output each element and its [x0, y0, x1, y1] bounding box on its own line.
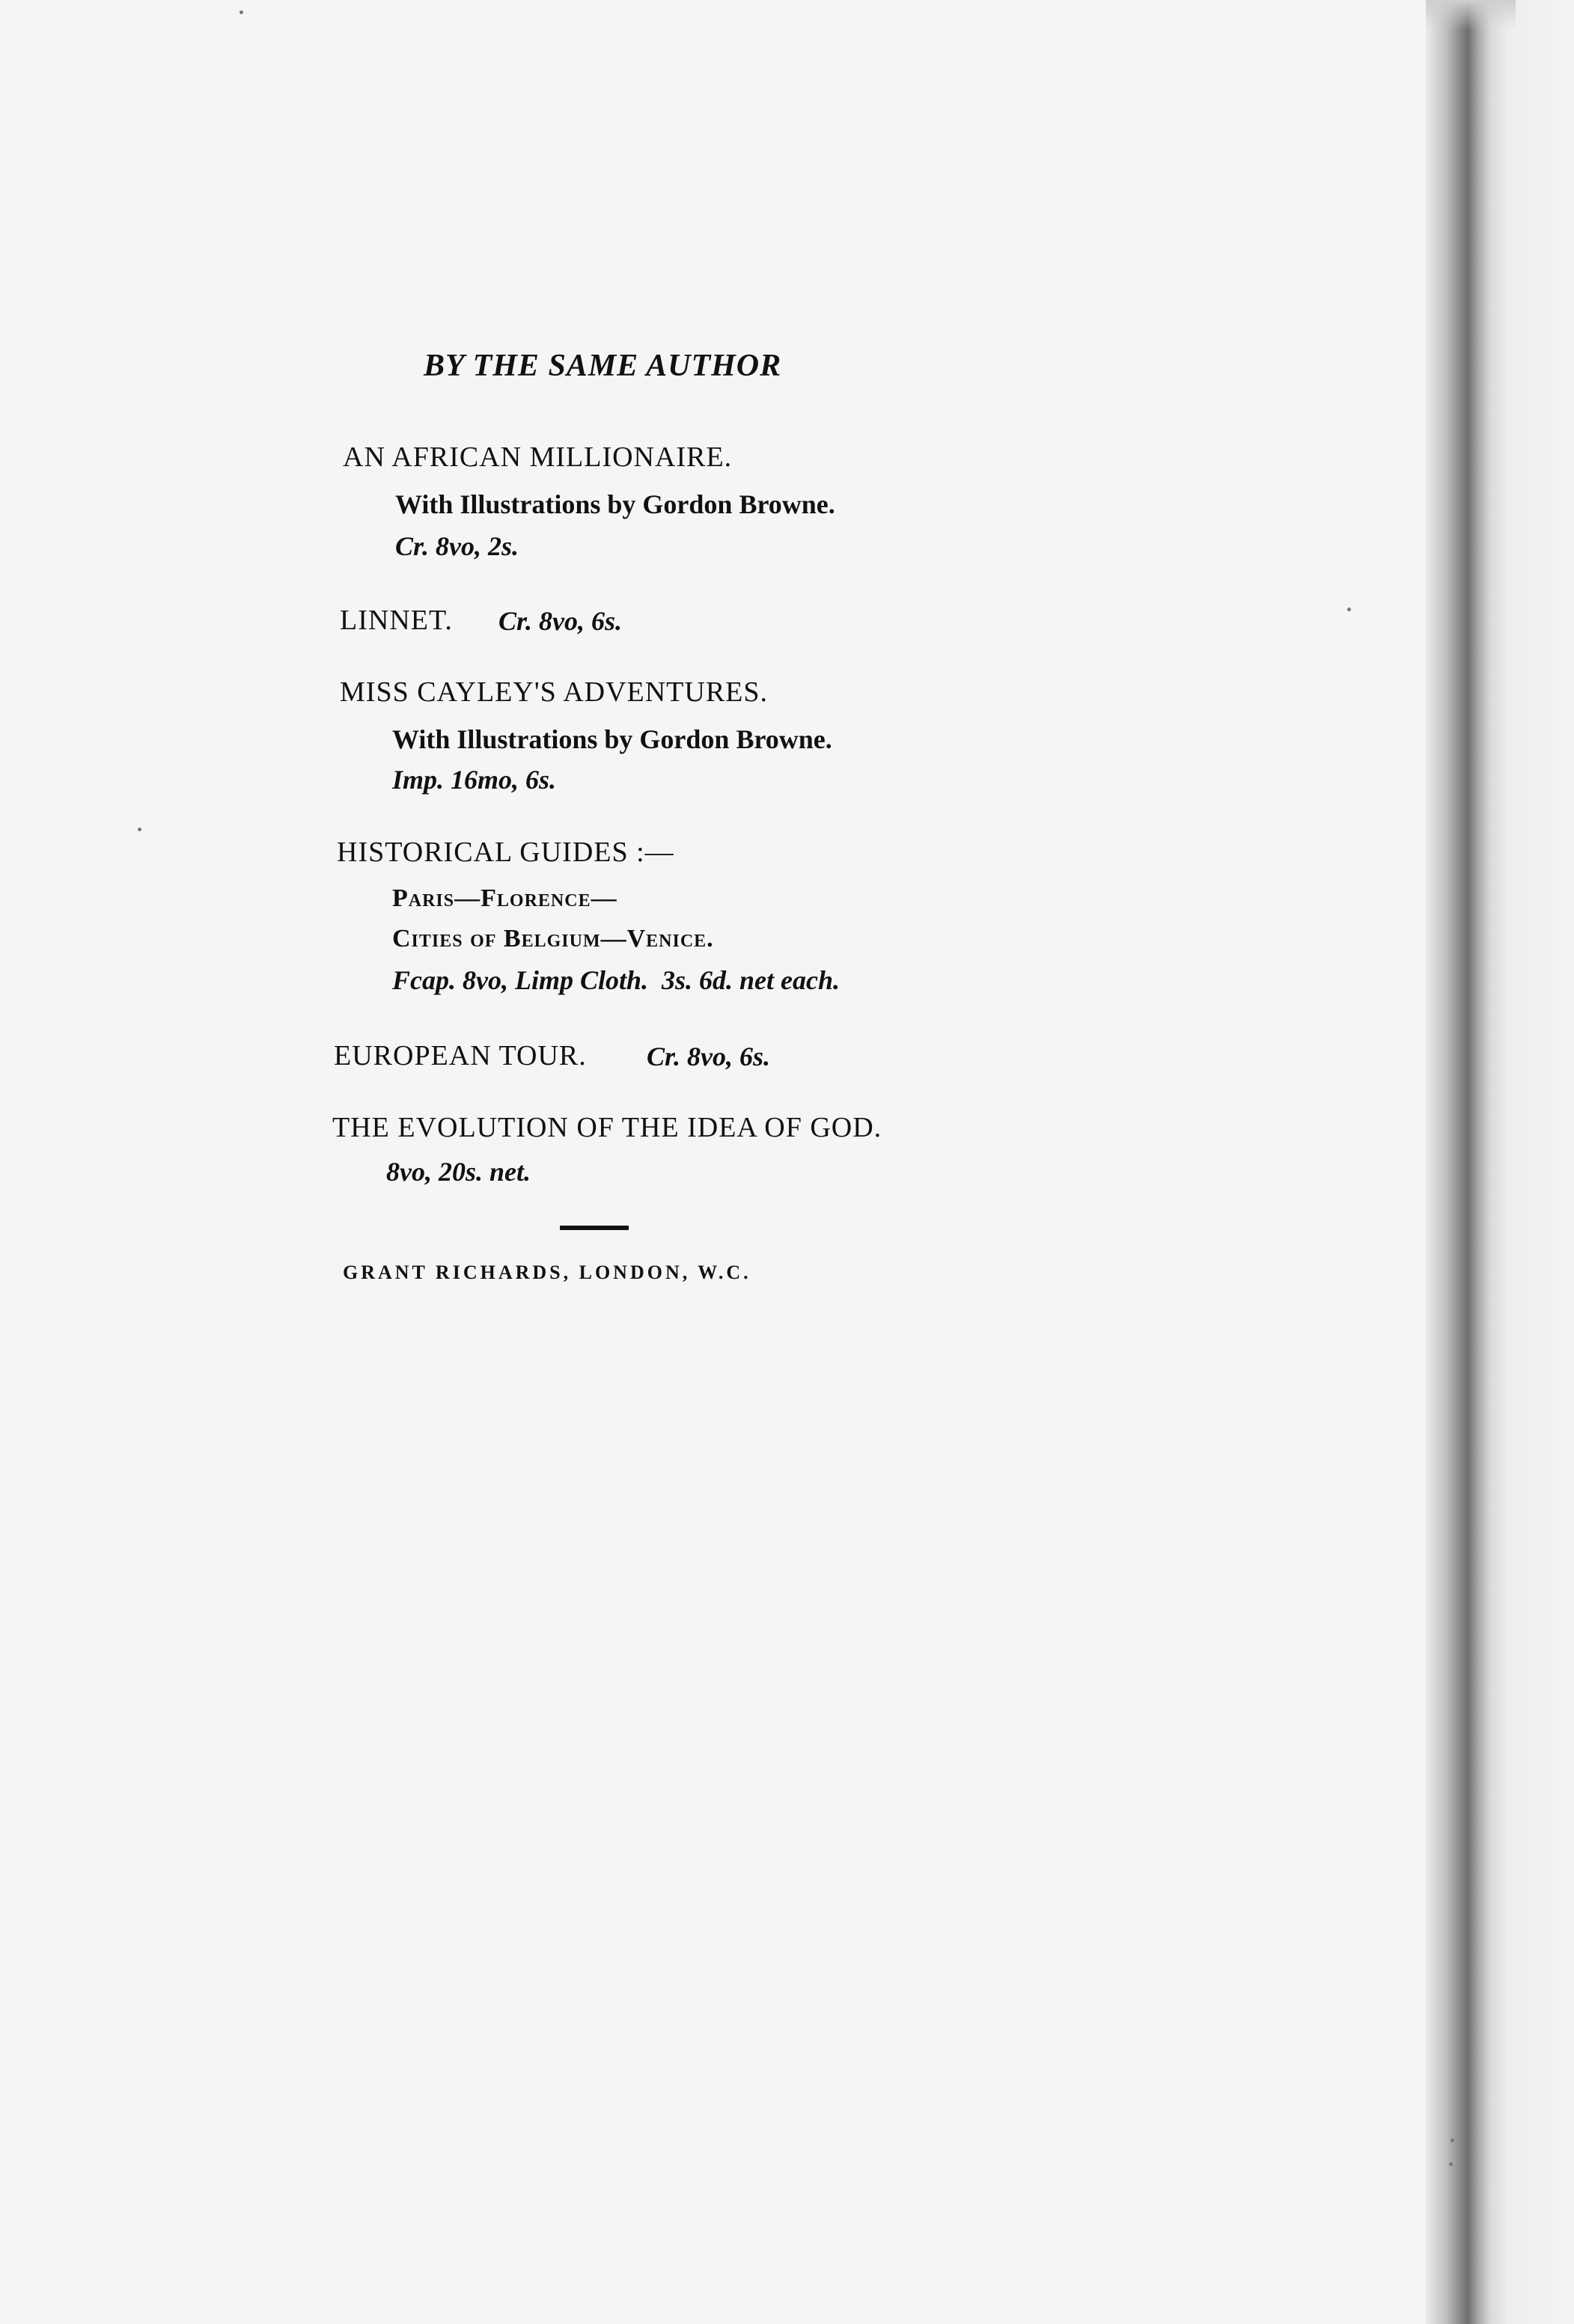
work-title-african-millionaire: AN AFRICAN MILLIONAIRE. [343, 441, 733, 473]
publisher-imprint: GRANT RICHARDS, LONDON, W.C. [343, 1262, 751, 1283]
scan-speck [1451, 2138, 1454, 2142]
scan-speck [1449, 2162, 1453, 2166]
work-detail-african-millionaire-illustrations: With Illustrations by Gordon Browne. [395, 489, 835, 519]
work-title-miss-cayley: MISS CAYLEY'S ADVENTURES. [340, 676, 769, 708]
work-detail-african-millionaire-format: Cr. 8vo, 2s. [395, 531, 519, 561]
scan-speck [240, 10, 243, 14]
work-title-linnet: LINNET. [340, 605, 453, 636]
work-detail-historical-guides-format: Fcap. 8vo, Limp Cloth. 3s. 6d. net each. [392, 965, 840, 995]
work-format-european-tour: Cr. 8vo, 6s. [647, 1042, 771, 1071]
binding-shadow-top [1426, 0, 1516, 30]
work-detail-miss-cayley-illustrations: With Illustrations by Gordon Browne. [392, 724, 832, 754]
work-title-historical-guides: HISTORICAL GUIDES :— [337, 837, 674, 868]
work-detail-miss-cayley-format: Imp. 16mo, 6s. [392, 765, 557, 795]
scan-speck [138, 828, 141, 831]
work-detail-historical-guides-cities-1: Paris—Florence— [392, 884, 617, 912]
binding-shadow [1426, 0, 1574, 2324]
work-format-linnet: Cr. 8vo, 6s. [498, 606, 623, 636]
work-detail-evolution-idea-of-god-format: 8vo, 20s. net. [386, 1157, 531, 1187]
work-detail-historical-guides-cities-2: Cities of Belgium—Venice. [392, 925, 714, 952]
section-rule [560, 1226, 629, 1230]
scan-speck [1347, 608, 1351, 611]
page-heading: BY THE SAME AUTHOR [424, 349, 782, 383]
work-title-evolution-idea-of-god: THE EVOLUTION OF THE IDEA OF GOD. [332, 1112, 882, 1143]
work-title-european-tour: EUROPEAN TOUR. [334, 1040, 587, 1071]
